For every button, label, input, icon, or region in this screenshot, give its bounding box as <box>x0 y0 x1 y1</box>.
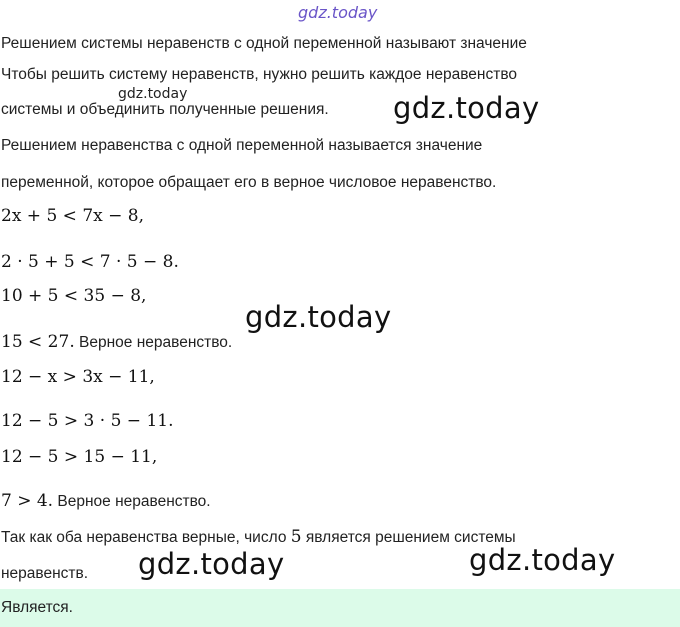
math-step: 2x + 5 < 7x − 8, <box>1 206 144 226</box>
watermark-top: gdz.today <box>298 3 378 22</box>
answer-box: Является. <box>0 589 680 627</box>
watermark-big: gdz.today <box>469 543 616 577</box>
math-step-result <box>1 332 232 352</box>
math-expression: 7 > 4. <box>1 491 54 511</box>
theory-line: Чтобы решить систему неравенств, нужно решить каждое неравенство <box>1 66 518 83</box>
result-text: Верное неравенство. <box>79 334 233 351</box>
math-step: 12 − 5 > 3 · 5 − 11. <box>1 411 174 431</box>
watermark-big: gdz.today <box>393 91 540 125</box>
math-step-result <box>1 491 211 511</box>
watermark-small: gdz.today <box>118 86 188 102</box>
theory-line: Решением системы неравенств с одной переменной называют значение <box>1 35 527 52</box>
math-step: 12 − x > 3x − 11, <box>1 367 155 387</box>
conclusion-text: является решением системы <box>305 529 516 546</box>
math-step: 10 + 5 < 35 − 8, <box>1 286 147 306</box>
conclusion-line: неравенств. <box>1 565 89 582</box>
result-text: Верное неравенство. <box>57 493 211 510</box>
math-step: 2 · 5 + 5 < 7 · 5 − 8. <box>1 252 179 272</box>
conclusion-text: Так как оба неравенства верные, число <box>1 529 287 546</box>
theory-line: переменной, которое обращает его в верное числовое неравенство. <box>1 174 497 191</box>
math-expression: 15 < 27. <box>1 332 75 352</box>
theory-line: системы и объединить полученные решения. <box>1 101 329 118</box>
watermark-big: gdz.today <box>138 547 285 581</box>
conclusion-number: 5 <box>290 527 302 547</box>
conclusion-line <box>1 527 516 547</box>
theory-line: Решением неравенства с одной переменной называется значение <box>1 137 483 154</box>
math-step: 12 − 5 > 15 − 11, <box>1 447 158 467</box>
watermark-big: gdz.today <box>245 300 392 334</box>
